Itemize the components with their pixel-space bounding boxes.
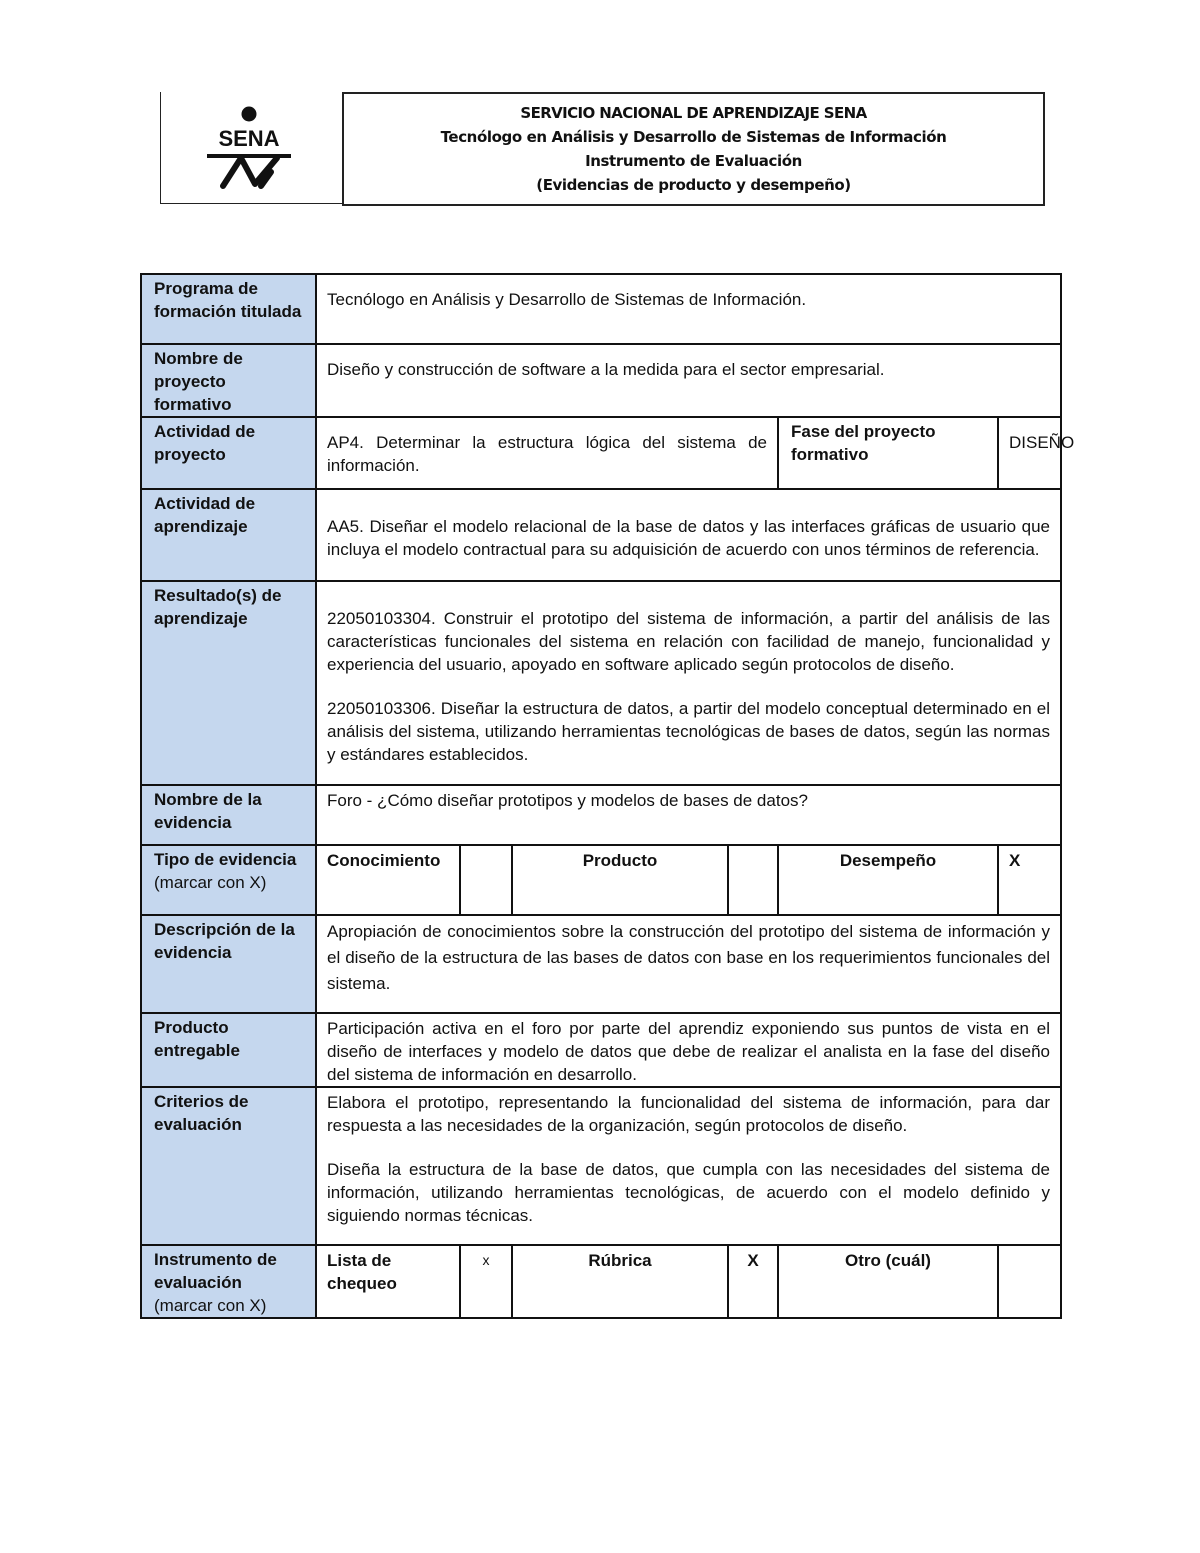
value-fase: DISEÑO [998, 417, 1061, 489]
criterio-1: Elabora el prototipo, representando la funcionalidad del sistema de información, para dar respuesta a las necesidades de la organización, según protocolos de diseño. [327, 1093, 1050, 1135]
label-proyecto: Nombre de proyecto formativo [141, 344, 316, 417]
label-resultados: Resultado(s) de aprendizaje [141, 581, 316, 785]
row-producto [141, 1013, 1061, 1087]
tipo-opt-desempeno: Desempeño [778, 845, 998, 915]
value-criterios [316, 1087, 1061, 1245]
instr-mark-rubrica[interactable]: X [728, 1245, 778, 1318]
label-descripcion: Descripción de la evidencia [141, 915, 316, 1013]
header-line-2: Tecnólogo en Análisis y Desarrollo de Sistemas de Información [440, 128, 947, 146]
sena-logo-icon [201, 104, 301, 190]
label-producto: Producto entregable [141, 1013, 316, 1087]
row-resultados [141, 581, 1061, 785]
instr-mark-lista[interactable]: x [460, 1245, 512, 1318]
resultado-1: 22050103304. Construir el prototipo del sistema de información, a partir del análisis de las características funcionales del sistema en relación con facilidad de manejo, funcionalidad y experiencia del usuario, apoyado en software aplicado según protocolos de diseño. [327, 609, 1050, 674]
tipo-mark-desempeno[interactable]: X [998, 845, 1061, 915]
logo-text: SENA [218, 126, 280, 151]
tipo-mark-producto[interactable] [728, 845, 778, 915]
row-tipo-evidencia [141, 845, 1061, 915]
label-evidencia: Nombre de la evidencia [141, 785, 316, 845]
criterio-2: Diseña la estructura de la base de datos, que cumpla con las necesidades del sistema de información, utilizando herramientas tecnológicas, de acuerdo con el modelo definido y siguiendo normas técnicas. [327, 1160, 1050, 1225]
tipo-label-sub: (marcar con X) [154, 873, 267, 892]
evaluation-table [140, 273, 1075, 1319]
fase-label-text: Fase del proyecto formativo [791, 422, 936, 464]
row-programa [141, 274, 1061, 344]
value-programa: Tecnólogo en Análisis y Desarrollo de Sistemas de Información. [316, 274, 1061, 344]
value-actividad-aprendizaje: AA5. Diseñar el modelo relacional de la base de datos y las interfaces gráficas de usuario que incluya el modelo contractual para su adquisición de acuerdo con unos términos de referencia. [316, 489, 1061, 581]
label-actividad-proyecto: Actividad de proyecto [141, 417, 316, 489]
value-resultados [316, 581, 1061, 785]
value-actividad-proyecto: AP4. Determinar la estructura lógica del sistema de información. [316, 417, 778, 489]
label-fase [778, 417, 998, 489]
row-actividad-aprendizaje [141, 489, 1061, 581]
label-tipo-evidencia [141, 845, 316, 915]
tipo-opt-conocimiento: Conocimiento [316, 845, 460, 915]
header-line-4: (Evidencias de producto y desempeño) [536, 176, 851, 194]
label-criterios: Criterios de evaluación [141, 1087, 316, 1245]
row-descripcion [141, 915, 1061, 1013]
resultado-2: 22050103306. Diseñar la estructura de datos, a partir del modelo conceptual determinado en el análisis del sistema, utilizando herramientas tecnológicas de bases de datos, según las normas y estándares establecidos. [327, 699, 1050, 764]
value-proyecto: Diseño y construcción de software a la medida para el sector empresarial. [316, 344, 1061, 417]
tipo-opt-producto: Producto [512, 845, 728, 915]
instrumento-label-text: Instrumento de evaluación [154, 1250, 277, 1292]
row-instrumento [141, 1245, 1061, 1318]
value-descripcion: Apropiación de conocimientos sobre la construcción del prototipo del sistema de información y el diseño de la estructura de las bases de datos con base en los requerimientos funcionales del sistema. [316, 915, 1061, 1013]
tipo-label-text: Tipo de evidencia [154, 850, 297, 869]
row-criterios [141, 1087, 1061, 1245]
row-evidencia [141, 785, 1061, 845]
instr-opt-lista: Lista de chequeo [316, 1245, 460, 1318]
label-instrumento [141, 1245, 316, 1318]
header-line-3: Instrumento de Evaluación [585, 152, 802, 170]
instrumento-label-sub: (marcar con X) [154, 1296, 267, 1315]
logo-box [160, 92, 342, 204]
label-programa: Programa de formación titulada [141, 274, 316, 344]
instr-mark-otro[interactable] [998, 1245, 1061, 1318]
header-title-block [342, 92, 1045, 206]
value-evidencia: Foro - ¿Cómo diseñar prototipos y modelos de bases de datos? [316, 785, 1061, 845]
row-actividad-proyecto [141, 417, 1061, 489]
tipo-mark-conocimiento[interactable] [460, 845, 512, 915]
instr-opt-otro: Otro (cuál) [778, 1245, 998, 1318]
row-proyecto [141, 344, 1061, 417]
header-line-1: SERVICIO NACIONAL DE APRENDIZAJE SENA [520, 104, 867, 122]
instr-opt-rubrica: Rúbrica [512, 1245, 728, 1318]
label-actividad-aprendizaje: Actividad de aprendizaje [141, 489, 316, 581]
value-producto: Participación activa en el foro por parte del aprendiz exponiendo sus puntos de vista en el diseño de interfaces y modelo de datos que debe de realizar el analista en la fase del diseño del sistema de información en desarrollo. [316, 1013, 1061, 1087]
